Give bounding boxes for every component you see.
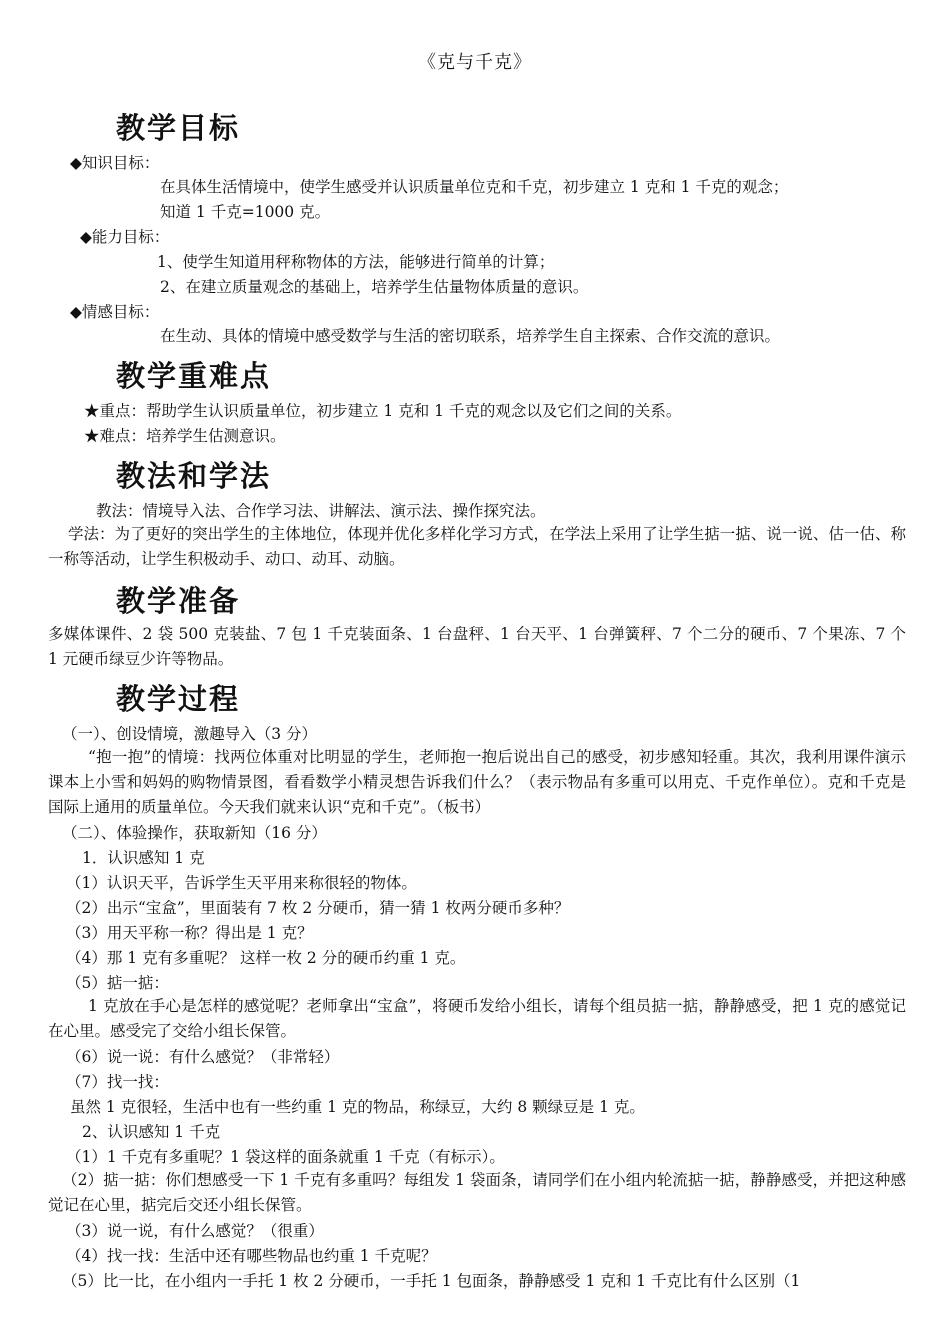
learning-method: 学法：为了更好的突出学生的主体地位，体现并优化多样化学习方式，在学法上采用了让学生掂一掂、说一说、估一估、称一称等活动，让学生积极动手、动口、动耳、动脑。 <box>48 525 906 568</box>
gram-step-1: （1）认识天平，告诉学生天平用来称很轻的物体。 <box>66 874 417 892</box>
gram-step-5-text: 1 克放在手心是怎样的感觉呢？老师拿出“宝盒”，将硬币发给小组长，请每个组员掂一掂，静静感受，把 1 克的感觉记在心里。感受完了交给小组长保管。 <box>48 997 906 1040</box>
heading-process: 教学过程 <box>116 682 241 716</box>
kilogram-step-2: （2）掂一掂：你们想感受一下 1 千克有多重吗？每组发 1 袋面条，请同学们在小组内轮流掂一掂，静静感受，并把这种感觉记在心里，掂完后交还小组长保管。 <box>48 1171 906 1214</box>
process-part-2-title: （二）、体验操作，获取新知（16 分） <box>62 824 327 842</box>
kilogram-step-5: （5）比一比，在小组内一手托 1 枚 2 分硬币，一手托 1 包面条，静静感受 1 克和 1 千克比有什么区别（1 <box>62 1272 801 1290</box>
teaching-method: 教法：情境导入法、合作学习法、讲解法、演示法、操作探究法。 <box>96 502 546 520</box>
gram-step-6: （6）说一说：有什么感觉？（非常轻） <box>66 1048 340 1066</box>
gram-step-4: （4）那 1 克有多重呢？ 这样一枚 2 分的硬币约重 1 克。 <box>66 949 466 967</box>
heading-teaching-goals: 教学目标 <box>116 111 241 145</box>
heading-key-points: 教学重难点 <box>116 359 272 393</box>
heading-methods: 教法和学法 <box>116 459 272 493</box>
knowledge-goal-line-1: 在具体生活情境中，使学生感受并认识质量单位克和千克，初步建立 1 克和 1 千克的观念； <box>160 178 789 196</box>
kilogram-step-3: （3）说一说，有什么感觉？（很重） <box>66 1222 324 1240</box>
emotion-goal-line-1: 在生动、具体的情境中感受数学与生活的密切联系，培养学生自主探索、合作交流的意识。 <box>160 327 781 345</box>
gram-step-3: （3）用天平称一称？得出是 1 克？ <box>66 924 313 942</box>
difficult-point: ★难点：培养学生估测意识。 <box>84 427 286 445</box>
gram-step-2: （2）出示“宝盒”，里面装有 7 枚 2 分硬币，猜一猜 1 枚两分硬币多种？ <box>66 899 570 917</box>
ability-goal-line-2: 2、在建立质量观念的基础上，培养学生估量物体质量的意识。 <box>160 278 589 296</box>
key-point: ★重点：帮助学生认识质量单位，初步建立 1 克和 1 千克的观念以及它们之间的关系。 <box>84 402 682 420</box>
gram-step-7: （7）找一找： <box>66 1073 169 1091</box>
gram-step-7-text: 虽然 1 克很轻，生活中也有一些约重 1 克的物品，称绿豆，大约 8 颗绿豆是 1 克。 <box>70 1098 645 1116</box>
document-title: 《克与千克》 <box>418 52 532 73</box>
kilogram-step-1: （1）1 千克有多重呢？1 袋这样的面条就重 1 千克（有标示）。 <box>66 1148 505 1166</box>
ability-goal-line-1: 1、使学生知道用秤称物体的方法，能够进行简单的计算； <box>157 253 555 271</box>
gram-section-title: 1．认识感知 1 克 <box>82 849 205 867</box>
kilogram-section-title: 2、认识感知 1 千克 <box>82 1123 221 1141</box>
kilogram-step-4: （4）找一找：生活中还有哪些物品也约重 1 千克呢？ <box>66 1247 437 1265</box>
heading-preparation: 教学准备 <box>116 584 241 618</box>
gram-step-5: （5）掂一掂： <box>66 974 169 992</box>
process-part-1-title: （一）、创设情境，激趣导入（3 分） <box>62 725 318 743</box>
knowledge-goal-label: ◆知识目标： <box>70 154 160 172</box>
ability-goal-label: ◆能力目标： <box>80 228 170 246</box>
preparation-text: 多媒体课件、2 袋 500 克装盐、7 包 1 千克装面条、1 台盘秤、1 台天平、1 台弹簧秤、7 个二分的硬币、7 个果冻、7 个 1 元硬币绿豆少许等物品。 <box>48 625 906 668</box>
knowledge-goal-line-2: 知道 1 千克=1000 克。 <box>160 203 331 221</box>
emotion-goal-label: ◆情感目标： <box>70 303 160 321</box>
process-part-1-text: “抱一抱”的情境：找两位体重对比明显的学生，老师抱一抱后说出自己的感受，初步感知轻重。其次，我利用课件演示课本上小雪和妈妈的购物情景图，看看数学小精灵想告诉我们什么？（表示物品有多重可以用克、千克作单位）。克和千克是国际上通用的质量单位。今天我们就来认识“克和千克”。（板书） <box>48 748 906 816</box>
